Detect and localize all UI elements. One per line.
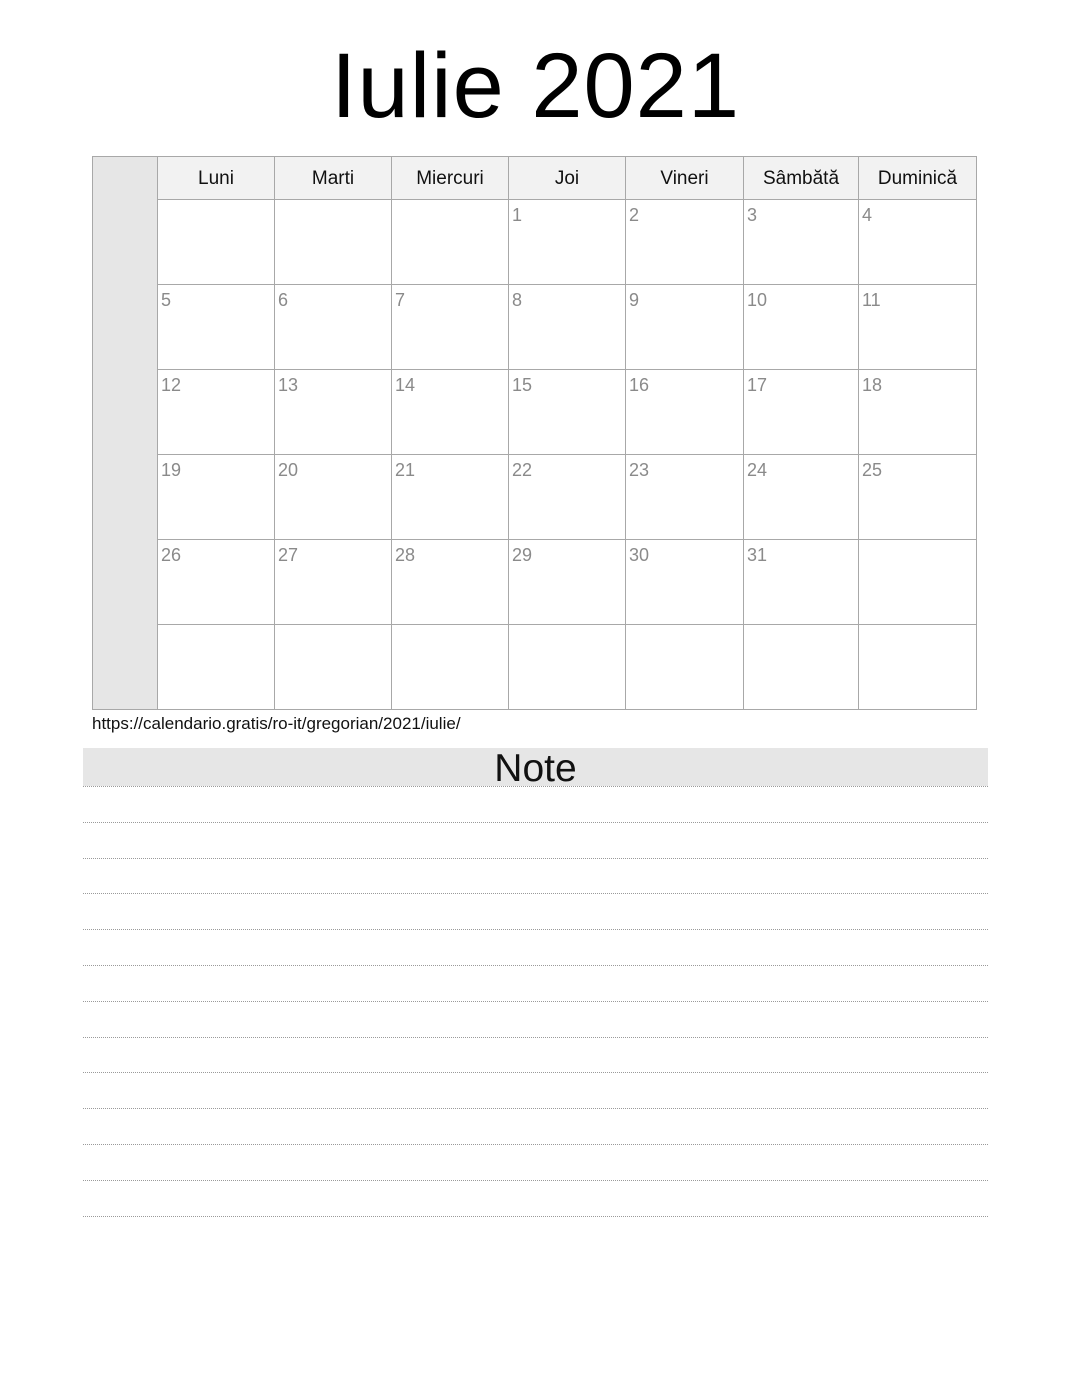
note-line bbox=[83, 1180, 988, 1216]
notes-heading: Note bbox=[83, 748, 988, 786]
calendar-grid bbox=[158, 157, 976, 709]
week-number-column bbox=[93, 157, 158, 709]
day-cell: 14 bbox=[392, 370, 509, 455]
day-cell: 8 bbox=[509, 285, 626, 370]
day-cell: 18 bbox=[859, 370, 976, 455]
weekday-header-monday: Luni bbox=[158, 157, 275, 200]
note-line bbox=[83, 786, 988, 822]
day-cell: 31 bbox=[744, 540, 859, 625]
note-line bbox=[83, 893, 988, 929]
day-cell: 5 bbox=[158, 285, 275, 370]
note-line bbox=[83, 929, 988, 965]
day-cell: 23 bbox=[626, 455, 744, 540]
day-cell: 30 bbox=[626, 540, 744, 625]
day-cell: 13 bbox=[275, 370, 392, 455]
month-calendar-table bbox=[92, 156, 977, 710]
day-cell bbox=[275, 625, 392, 709]
day-cell: 26 bbox=[158, 540, 275, 625]
note-line bbox=[83, 1001, 988, 1037]
note-line bbox=[83, 1037, 988, 1073]
note-line bbox=[83, 965, 988, 1001]
day-cell: 3 bbox=[744, 200, 859, 285]
day-cell: 6 bbox=[275, 285, 392, 370]
day-cell: 16 bbox=[626, 370, 744, 455]
day-cell: 12 bbox=[158, 370, 275, 455]
day-cell: 7 bbox=[392, 285, 509, 370]
day-cell: 24 bbox=[744, 455, 859, 540]
day-cell bbox=[744, 625, 859, 709]
day-cell: 1 bbox=[509, 200, 626, 285]
day-cell: 9 bbox=[626, 285, 744, 370]
day-cell: 15 bbox=[509, 370, 626, 455]
note-line bbox=[83, 858, 988, 894]
day-cell bbox=[392, 625, 509, 709]
weekday-header-wednesday: Miercuri bbox=[392, 157, 509, 200]
day-cell: 20 bbox=[275, 455, 392, 540]
day-cell: 21 bbox=[392, 455, 509, 540]
day-cell: 2 bbox=[626, 200, 744, 285]
day-cell bbox=[158, 625, 275, 709]
weekday-header-saturday: Sâmbătă bbox=[744, 157, 859, 200]
day-cell bbox=[509, 625, 626, 709]
day-cell: 29 bbox=[509, 540, 626, 625]
weekday-header-thursday: Joi bbox=[509, 157, 626, 200]
day-cell: 22 bbox=[509, 455, 626, 540]
day-cell: 17 bbox=[744, 370, 859, 455]
note-line bbox=[83, 1216, 988, 1252]
note-line bbox=[83, 1072, 988, 1108]
day-cell: 27 bbox=[275, 540, 392, 625]
note-line bbox=[83, 822, 988, 858]
calendar-title: Iulie 2021 bbox=[331, 35, 740, 137]
source-url: https://calendario.gratis/ro-it/gregorian/2021/iulie/ bbox=[92, 714, 461, 733]
day-cell bbox=[859, 540, 976, 625]
day-cell: 28 bbox=[392, 540, 509, 625]
day-cell: 11 bbox=[859, 285, 976, 370]
weekday-header-tuesday: Marti bbox=[275, 157, 392, 200]
note-line bbox=[83, 1108, 988, 1144]
weekday-header-sunday: Duminică bbox=[859, 157, 976, 200]
day-cell: 19 bbox=[158, 455, 275, 540]
day-cell: 25 bbox=[859, 455, 976, 540]
day-cell bbox=[158, 200, 275, 285]
day-cell: 4 bbox=[859, 200, 976, 285]
day-cell bbox=[626, 625, 744, 709]
day-cell bbox=[275, 200, 392, 285]
day-cell: 10 bbox=[744, 285, 859, 370]
weekday-header-friday: Vineri bbox=[626, 157, 744, 200]
note-line bbox=[83, 1144, 988, 1180]
day-cell bbox=[392, 200, 509, 285]
day-cell bbox=[859, 625, 976, 709]
notes-lines bbox=[83, 786, 988, 1251]
